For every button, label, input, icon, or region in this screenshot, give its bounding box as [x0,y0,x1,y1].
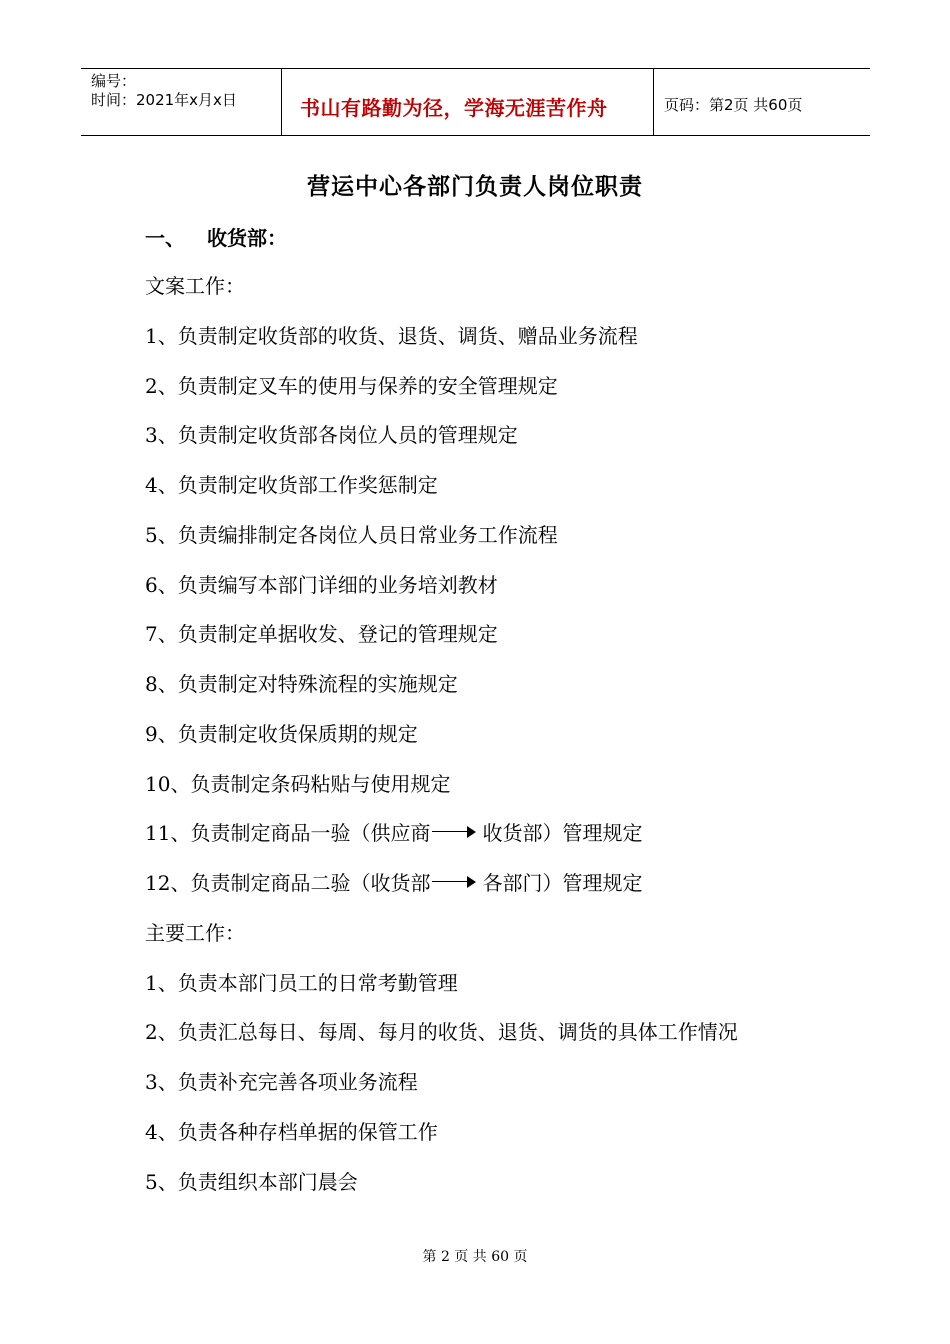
header-motto-cell [281,69,654,136]
document-body [145,268,845,1213]
list-item: 4、负责各种存档单据的保管工作 [145,1119,438,1144]
header-page-cell [654,69,870,136]
list-item: 7、负责制定单据收发、登记的管理规定 [145,622,498,647]
section-title: 收货部： [207,226,287,250]
right-arrow-icon [432,872,476,892]
list-item-with-arrow [145,865,845,915]
list-item-text-before: 11、负责制定商品一验（供应商 [145,821,431,846]
list-item: 1、负责制定收货部的收货、退货、调货、赠品业务流程 [145,323,638,348]
list-item: 5、负责编排制定各岗位人员日常业务工作流程 [145,522,558,547]
main-work-heading: 主要工作： [145,920,245,945]
header-meta [81,69,281,136]
list-item-text-after: 各部门）管理规定 [482,871,643,895]
list-item: 4、负责制定收货部工作奖惩制定 [145,473,438,497]
list-item: 6、负责编写本部门详细的业务培刘教材 [145,572,498,597]
list-item: 9、负责制定收货保质期的规定 [145,721,418,746]
right-arrow-icon [432,822,476,842]
list-item-text-after: 收货部）管理规定 [482,821,643,846]
header-page-info: 页码：第2页 共60页 [664,96,803,114]
header-time-label: 时间：2021年x月x日 [91,91,237,109]
list-item: 10、负责制定条码粘贴与使用规定 [145,771,451,796]
list-item: 3、负责补充完善各项业务流程 [145,1070,418,1094]
list-item-with-arrow [145,815,845,865]
list-item: 1、负责本部门员工的日常考勤管理 [145,970,458,995]
list-item: 2、负责汇总每日、每周、每月的收货、退货、调货的具体工作情况 [145,1020,738,1045]
paperwork-heading: 文案工作： [145,274,245,298]
page-header [81,68,870,136]
list-item: 8、负责制定对特殊流程的实施规定 [145,672,458,696]
header-motto: 书山有路勤为径，学海无涯苦作舟 [300,96,608,120]
list-item: 3、负责制定收货部各岗位人员的管理规定 [145,423,518,448]
list-item: 2、负责制定叉车的使用与保养的安全管理规定 [145,373,558,398]
section-heading [145,222,287,251]
section-number: 一、 [145,226,185,250]
page-footer: 第 2 页 共 60 页 [422,1249,528,1265]
list-item: 5、负责组织本部门晨会 [145,1169,358,1194]
header-number-label: 编号： [91,72,137,90]
document-title: 营运中心各部门负责人岗位职责 [307,173,643,200]
list-item-text-before: 12、负责制定商品二验（收货部 [145,871,431,895]
